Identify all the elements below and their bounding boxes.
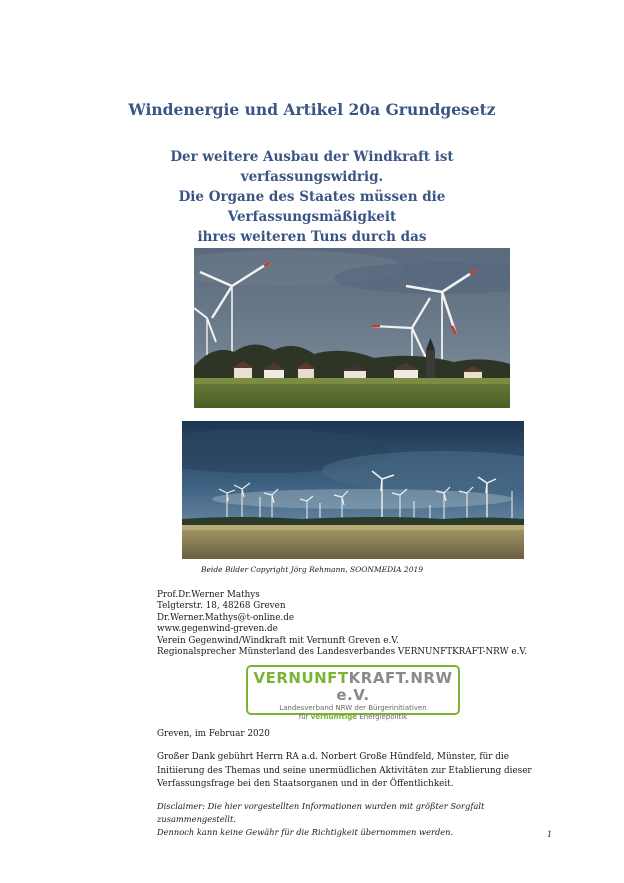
logo-part-kraft: KRAFT.NRW e.V. [336, 669, 453, 704]
page-number: 1 [547, 830, 553, 839]
disclaimer-line: Dennoch kann keine Gewähr für die Richtigkeit übernommen werden. [157, 826, 454, 837]
document-title: Windenergie und Artikel 20a Grundgesetz [128, 100, 496, 119]
contact-address: Telgterstr. 18, 48268 Greven [157, 601, 286, 612]
logo-part-vernunft: VERNUNFT [253, 669, 349, 687]
contact-block [157, 590, 527, 658]
disclaimer-line: Disclaimer: Die hier vorgestellten Informationen wurden mit größter Sorgfalt zusammengestellt. [157, 801, 485, 824]
logo-subline-2 [248, 713, 458, 722]
wind-farm-field-photo [182, 421, 524, 559]
logo-wordmark [248, 670, 458, 704]
contact-email[interactable]: Dr.Werner.Mathys@t-online.de [157, 612, 295, 623]
logo-sub-post: Energiepolitik [359, 713, 408, 721]
contact-name: Prof.Dr.Werner Mathys [157, 590, 260, 600]
contact-association: Verein Gegenwind/Windkraft mit Vernunft Greven e.V. [157, 635, 399, 646]
subtitle-line: Der weitere Ausbau der Windkraft ist verfassungswidrig. [170, 149, 454, 185]
contact-role: Regionalsprecher Münsterland des Landesverbandes VERNUNFTKRAFT-NRW e.V. [157, 647, 528, 658]
logo-sub-highlight: vernünftige [310, 713, 358, 721]
photo-caption: Beide Bilder Copyright Jörg Rehmann, SOONMEDIA 2019 [200, 565, 424, 574]
subtitle-line: ihres weiteren Tuns durch das [197, 229, 427, 245]
document-date: Greven, im Februar 2020 [157, 729, 270, 739]
logo-sub-pre: für [298, 713, 309, 721]
wind-turbines-village-photo [194, 248, 510, 408]
logo-subline-1: Landesverband NRW der Bürgerinitiativen [279, 704, 427, 712]
acknowledgement-paragraph: Großer Dank gebührt Herrn RA a.d. Norbert Große Hündfeld, Münster, für die Initiierung des Themas und seine unermüdlichen Aktivitäten zur Etablierung dieser Verfassungsfrage bei den Staatsorganen und in der Öffentlichkeit. [157, 752, 532, 790]
contact-website[interactable]: www.gegenwind-greven.de [157, 624, 278, 635]
disclaimer [157, 800, 557, 838]
vernunftkraft-logo [246, 665, 460, 721]
subtitle-line: Die Organe des Staates müssen die Verfassungsmäßigkeit [178, 189, 446, 225]
